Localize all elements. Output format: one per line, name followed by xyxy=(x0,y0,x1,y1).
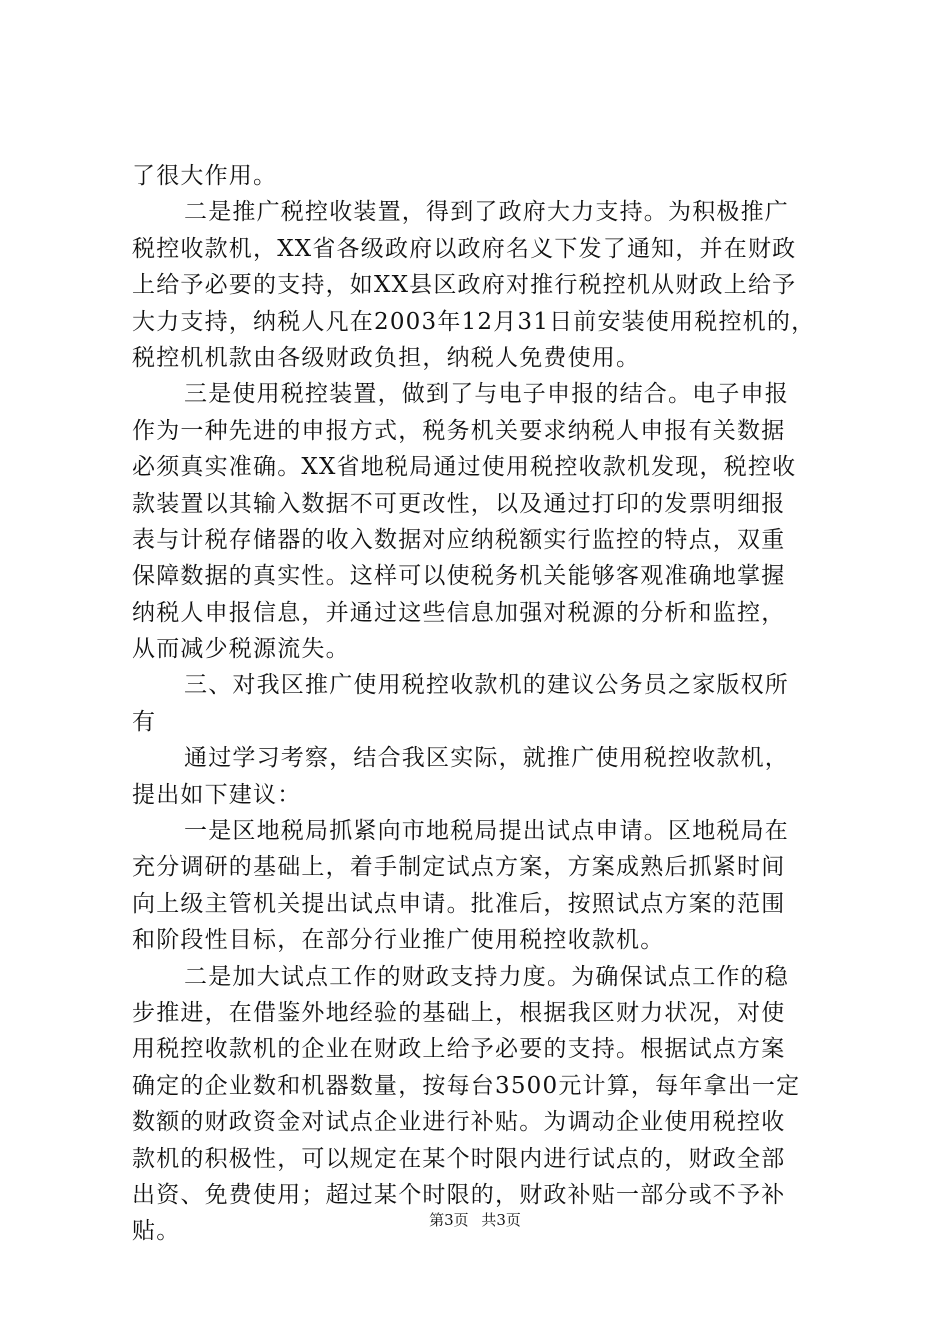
text-line: 通过学习考察，结合我区实际，就推广使用税控收款机， xyxy=(184,745,789,772)
text-line: 了很大作用。 xyxy=(132,163,278,189)
text-line: 充分调研的基础上，着手制定试点方案，方案成熟后抓紧时间 xyxy=(132,854,786,881)
text-line: 税控收款机，XX省各级政府以政府名义下发了通知，并在财政 xyxy=(132,235,797,262)
section-heading: 三、对我区推广使用税控收款机的建议公务员之家版权所 xyxy=(184,672,789,699)
text-line: 税控机机款由各级财政负担，纳税人免费使用。 xyxy=(132,344,641,371)
text-line: 保障数据的真实性。这样可以使税务机关能够客观准确地掌握 xyxy=(132,563,786,590)
text-line: 步推进，在借鉴外地经验的基础上，根据我区财力状况，对使 xyxy=(132,999,786,1026)
text-line: 三是使用税控装置，做到了与电子申报的结合。电子申报 xyxy=(184,381,789,408)
text-line: 和阶段性目标，在部分行业推广使用税控收款机。 xyxy=(132,927,665,954)
text-line: 贴。 xyxy=(132,1218,181,1245)
section-heading-continued: 有 xyxy=(132,708,157,735)
page-footer xyxy=(0,1210,950,1230)
text-line: 表与计税存储器的收入数据对应纳税额实行监控的特点，双重 xyxy=(132,526,786,553)
text-line: 必须真实准确。XX省地税局通过使用税控收款机发现，税控收 xyxy=(132,454,797,481)
text-line: 大力支持，纳税人凡在2003年12月31日前安装使用税控机的， xyxy=(132,308,816,335)
text-line: 纳税人申报信息，并通过这些信息加强对税源的分析和监控， xyxy=(132,599,786,626)
text-line: 用税控收款机的企业在财政上给予必要的支持。根据试点方案 xyxy=(132,1036,786,1063)
text-line: 从而减少税源流失。 xyxy=(132,636,350,663)
text-line: 向上级主管机关提出试点申请。批准后，按照试点方案的范围 xyxy=(132,890,786,917)
text-line: 确定的企业数和机器数量，按每台3500元计算，每年拿出一定 xyxy=(132,1072,801,1099)
text-line: 款机的积极性，可以规定在某个时限内进行试点的，财政全部 xyxy=(132,1145,786,1172)
text-line: 作为一种先进的申报方式，税务机关要求纳税人申报有关数据 xyxy=(132,417,786,444)
text-line: 出资、免费使用；超过某个时限的，财政补贴一部分或不予补 xyxy=(132,1181,786,1208)
text-line: 二是推广税控收装置，得到了政府大力支持。为积极推广 xyxy=(184,199,789,226)
document-body xyxy=(132,158,852,1250)
page-number: 第3页 xyxy=(429,1211,469,1229)
text-line: 一是区地税局抓紧向市地税局提出试点申请。区地税局在 xyxy=(184,818,789,845)
text-line: 数额的财政资金对试点企业进行补贴。为调动企业使用税控收 xyxy=(132,1109,786,1136)
text-line: 款装置以其输入数据不可更改性，以及通过打印的发票明细报 xyxy=(132,490,786,517)
text-line: 提出如下建议： xyxy=(132,781,302,808)
text-line: 二是加大试点工作的财政支持力度。为确保试点工作的稳 xyxy=(184,963,789,990)
page-total: 共3页 xyxy=(481,1211,521,1229)
text-line: 上给予必要的支持，如XX县区政府对推行税控机从财政上给予 xyxy=(132,272,797,299)
